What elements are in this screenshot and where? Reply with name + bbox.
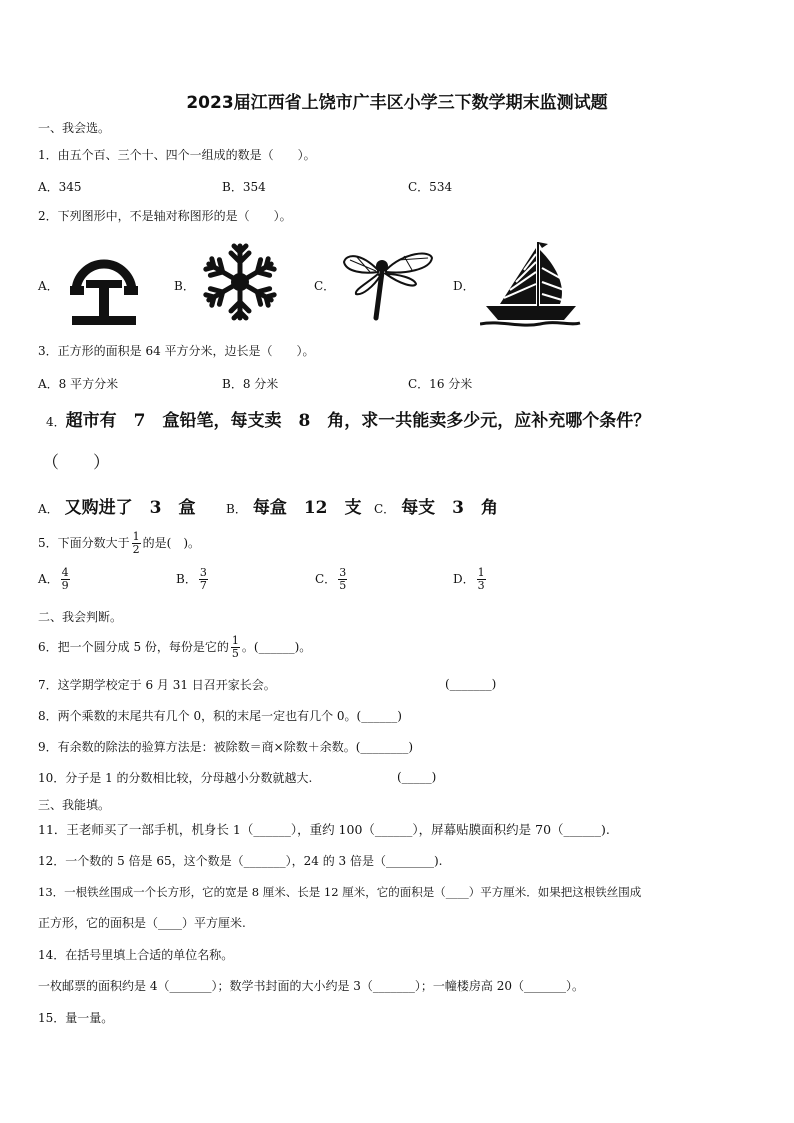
q6-pre: 6．把一个圆分成 5 份，每份是它的 — [38, 640, 229, 654]
section-choice-heading: 一、我会选。 — [38, 121, 111, 135]
page-title: 2023届江西省上饶市广丰区小学三下数学期末监测试题 — [186, 93, 608, 113]
q4-option-a — [38, 493, 196, 518]
q6-fraction — [231, 635, 240, 660]
q5-option-b-label: B． — [176, 572, 197, 586]
q5-option-b-denominator: 7 — [199, 579, 207, 592]
q5-option-d — [453, 566, 488, 592]
q4-option-a-text: 又购进了 3 盒 — [64, 498, 196, 518]
q5-post: 的是( )。 — [142, 536, 201, 550]
q5-option-c — [315, 566, 349, 592]
q4-answer-paren: （ ） — [42, 453, 110, 473]
dragonfly-icon — [340, 244, 436, 324]
question-13-line-1: 13．一根铁丝围成一个长方形，它的宽是 8 厘米、长是 12 厘米，它的面积是（____）平方厘米．如果把这根铁丝围成 — [38, 885, 642, 899]
q5-option-c-denominator: 5 — [339, 579, 347, 592]
q5-option-a-numerator: 4 — [61, 566, 69, 579]
q5-option-a-label: A． — [38, 572, 59, 586]
q5-option-b — [176, 566, 210, 592]
q5-fraction — [132, 531, 141, 556]
q5-option-b-numerator: 3 — [199, 566, 207, 579]
q4-option-c-label: C． — [374, 502, 396, 516]
q5-pre: 5．下面分数大于 — [38, 536, 130, 550]
question-1: 1．由五个百、三个十、四个一组成的数是（ ）。 — [38, 148, 316, 162]
q4-option-c-text: 每支 3 角 — [401, 498, 499, 518]
q1-option-c: C．534 — [408, 180, 453, 194]
q2-option-c-label: C． — [314, 279, 336, 293]
q4-option-b-label: B． — [226, 502, 247, 516]
question-13-line-2: 正方形，它的面积是（____）平方厘米. — [38, 916, 246, 930]
q5-option-d-fraction — [477, 567, 486, 592]
subway-logo-icon — [62, 240, 146, 328]
q6-fraction-denominator: 5 — [231, 647, 239, 660]
q4-option-a-label: A． — [38, 502, 59, 516]
q4-option-b — [226, 493, 362, 518]
q3-option-a: A．8 平方分米 — [38, 377, 119, 391]
q5-option-d-numerator: 1 — [477, 566, 485, 579]
question-8: 8．两个乘数的末尾共有几个 0，积的末尾一定也有几个 0。(______) — [38, 709, 402, 723]
q4-option-c — [374, 493, 498, 518]
section-judge-heading: 二、我会判断。 — [38, 610, 123, 624]
q3-option-b: B．8 分米 — [222, 377, 279, 391]
question-11: 11．王老师买了一部手机，机身长 1（______），重约 100（______），屏幕贴膜面积约是 70（______). — [38, 822, 610, 837]
q5-option-d-label: D． — [453, 572, 475, 586]
q3-option-c: C．16 分米 — [408, 377, 473, 391]
q4-number: 4． — [46, 415, 66, 429]
q1-option-b: B．354 — [222, 180, 266, 194]
q1-option-a: A．345 — [38, 180, 82, 194]
q5-option-c-label: C． — [315, 572, 337, 586]
question-9: 9．有余数的除法的验算方法是：被除数＝商×除数＋余数。(________) — [38, 740, 414, 754]
section-fill-heading: 三、我能填。 — [38, 798, 111, 812]
q5-option-a-fraction — [61, 567, 70, 592]
q5-option-c-numerator: 3 — [339, 566, 347, 579]
question-7: 7．这学期学校定于 6 月 31 日召开家长会。 — [38, 678, 276, 692]
question-10: 10．分子是 1 的分数相比较，分母越小分数就越大. — [38, 771, 313, 785]
q5-option-d-denominator: 3 — [477, 579, 485, 592]
q6-post: 。(______)。 — [241, 640, 312, 654]
snowflake-icon — [200, 242, 280, 322]
q4-text: 超市有 7 盒铅笔，每支卖 8 角，求一共能卖多少元，应补充哪个条件？ — [65, 411, 651, 431]
question-14: 14．在括号里填上合适的单位名称。 — [38, 948, 234, 962]
q2-option-a-label: A． — [38, 279, 59, 293]
q5-option-b-fraction — [199, 567, 208, 592]
question-12: 12．一个数的 5 倍是 65，这个数是（_______），24 的 3 倍是（________). — [38, 854, 443, 868]
q4-option-b-text: 每盒 12 支 — [252, 498, 362, 518]
q5-option-c-fraction — [338, 567, 347, 592]
question-14-fill: 一枚邮票的面积约是 4（_______）；数学书封面的大小约是 3（_______）；一幢楼房高 20（_______）。 — [38, 979, 584, 993]
question-6 — [38, 634, 311, 660]
question-3: 3．正方形的面积是 64 平方分米，边长是（ ）。 — [38, 344, 315, 358]
q6-fraction-numerator: 1 — [231, 634, 239, 647]
question-5 — [38, 530, 200, 556]
question-2: 2．下列图形中，不是轴对称图形的是（ ）。 — [38, 209, 292, 223]
q2-option-d-label: D． — [453, 279, 475, 293]
q5-option-a — [38, 566, 72, 592]
q10-answer-blank: (_____) — [397, 770, 437, 784]
q5-fraction-numerator: 1 — [132, 530, 140, 543]
question-15: 15．量一量。 — [38, 1011, 114, 1025]
question-4 — [46, 410, 650, 433]
q5-option-a-denominator: 9 — [61, 579, 69, 592]
q7-answer-blank: (_______) — [445, 677, 497, 691]
sailboat-icon — [480, 238, 582, 330]
q5-fraction-denominator: 2 — [132, 543, 140, 556]
q2-option-b-label: B． — [174, 279, 195, 293]
